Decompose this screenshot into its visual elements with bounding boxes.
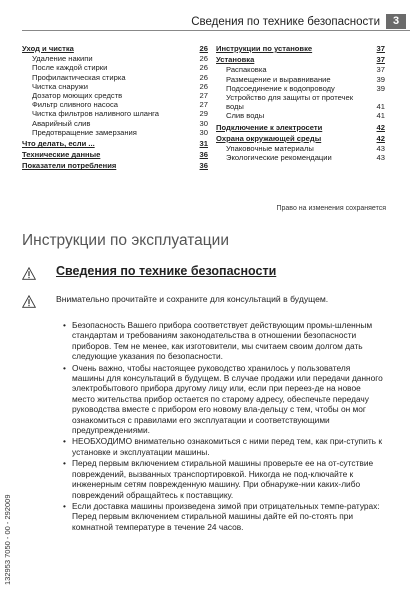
toc-entry-page: 36 xyxy=(199,150,208,160)
toc-entry-label: Технические данные xyxy=(22,150,101,160)
toc-entry-page: 26 xyxy=(199,63,208,73)
toc-entry-page: 26 xyxy=(199,81,208,91)
toc-entry-label: Чистка фильтров наливного шланга xyxy=(32,109,159,119)
toc-entry xyxy=(216,75,385,84)
toc-entry-label: Дозатор моющих средств xyxy=(32,91,123,101)
toc-entry-label: Чистка снаружи xyxy=(32,81,88,91)
document-code: 132953 7050 - 00 - 292009 xyxy=(3,494,12,585)
toc-entry xyxy=(22,54,208,63)
toc-entry-page: 41 xyxy=(376,102,385,112)
toc-entry-page: 26 xyxy=(199,72,208,82)
toc-entry-page: 27 xyxy=(199,100,208,110)
warning-note: Внимательно прочитайте и сохраните для консультаций в будущем. xyxy=(56,294,329,304)
toc-entry xyxy=(22,161,208,170)
toc-entry-page: 37 xyxy=(376,44,385,53)
toc-entry-label: Инструкции по установке xyxy=(216,44,313,53)
toc-right-column xyxy=(216,44,385,162)
toc-entry-page: 42 xyxy=(376,122,385,132)
toc-entry-page: 41 xyxy=(376,111,385,121)
page-number-badge: 3 xyxy=(386,14,406,29)
toc-entry xyxy=(22,119,208,128)
toc-entry-label: Охрана окружающей среды xyxy=(216,133,322,143)
bullet-item: • Очень важно, чтобы настоящее руководство хранилось у пользователя машины для консультаций в будущем. В случае продажи или передачи данного электробытового прибора другому лицу или, если при переез-де на новое место жительства прибор остается по старому адресу, обеспечьте передачу руководства вместе с прибором его новому вла-дельцу с тем, чтобы он мог ознакомиться с правилами его эксплуатации и соответствующими предупреждениями. xyxy=(72,363,384,436)
toc-entry-page: 36 xyxy=(199,161,208,171)
toc-entry xyxy=(22,73,208,82)
toc-entry-page: 42 xyxy=(376,133,385,143)
bullet-item: • Перед первым включением стиральной машины проверьте ее на от-сутствие повреждений, вызванных транспортировкой. Никогда не под-ключайте к инженерным сетям поврежденную машину. При обнаруже-нии каких-либо повреждений обращайтесь к поставщику. xyxy=(72,458,384,500)
toc-entry-label: Что делать, если ... xyxy=(22,139,95,149)
toc-entry xyxy=(216,123,385,132)
toc-entry-page: 39 xyxy=(376,74,385,84)
toc-entry xyxy=(22,63,208,72)
toc-entry-label: После каждой стирки xyxy=(32,63,108,73)
toc-entry xyxy=(22,150,208,159)
toc-entry-page: 43 xyxy=(376,144,385,154)
toc-entry xyxy=(216,55,385,64)
toc-left-column xyxy=(22,44,208,172)
toc-entry-page: 27 xyxy=(199,91,208,101)
toc-entry xyxy=(22,91,208,100)
toc-entry-label: Фильтр сливного насоса xyxy=(32,100,119,110)
toc-entry xyxy=(216,144,385,153)
header-divider xyxy=(22,30,410,31)
toc-entry-label: Устройство для защиты от протечек воды xyxy=(226,93,354,112)
toc-entry-label: Уход и чистка xyxy=(22,44,74,53)
rights-note: Право на изменения сохраняется xyxy=(276,205,386,212)
toc-entry-label: Установка xyxy=(216,55,255,65)
toc-entry-page: 26 xyxy=(199,44,208,53)
toc-entry xyxy=(22,139,208,148)
warning-icon xyxy=(22,295,36,308)
toc-entry-label: Аварийный слив xyxy=(32,118,91,128)
toc-entry-page: 39 xyxy=(376,83,385,93)
toc-entry-page: 43 xyxy=(376,153,385,163)
toc-entry xyxy=(22,82,208,91)
toc-entry-label: Подключение к электросети xyxy=(216,122,323,132)
toc-entry xyxy=(22,44,208,53)
toc-entry-page: 26 xyxy=(199,54,208,64)
toc-entry-page: 31 xyxy=(199,139,208,149)
toc-entry xyxy=(22,100,208,109)
toc-entry-label: Упаковочные материалы xyxy=(226,144,314,154)
toc-entry-label: Распаковка xyxy=(226,65,267,75)
bullet-item: • Безопасность Вашего прибора соответствует действующим промы-шленным стандартам и требованиям законодательства в отношении безопасности приборов. Тем не менее, как изготовители, мы считаем своим долгом дать следующие указания по безопасности. xyxy=(72,320,384,362)
safety-bullet-list xyxy=(72,320,384,533)
toc-entry-page: 37 xyxy=(376,55,385,65)
bullet-item: • Если доставка машины произведена зимой при отрицательных темпе-ратурах: Перед первым включением стиральной машины дайте ей по-стоять при комнатной температуре в течение 24 часов. xyxy=(72,501,384,532)
toc-entry-label: Удаление накипи xyxy=(32,54,93,64)
header-title: Сведения по технике безопасности xyxy=(191,16,380,28)
section-title: Сведения по технике безопасности xyxy=(56,264,277,278)
toc-entry-page: 30 xyxy=(199,127,208,137)
toc-entry-page: 37 xyxy=(376,65,385,75)
toc-entry-label: Подсоединение к водопроводу xyxy=(226,83,335,93)
toc-entry xyxy=(22,128,208,137)
toc-entry xyxy=(216,134,385,143)
bullet-item: • НЕОБХОДИМО внимательно ознакомиться с ними перед тем, как при-ступить к установке и эксплуатации машины. xyxy=(72,436,384,457)
toc-entry-label: Предотвращение замерзания xyxy=(32,127,137,137)
toc-entry xyxy=(216,111,385,120)
main-title: Инструкции по эксплуатации xyxy=(22,232,229,249)
toc-entry-label: Слив воды xyxy=(226,111,265,121)
toc-entry-label: Показатели потребления xyxy=(22,161,117,171)
toc-entry-page: 30 xyxy=(199,118,208,128)
page-header xyxy=(0,13,420,31)
toc-entry-label: Размещение и выравнивание xyxy=(226,74,331,84)
toc-entry-label: Профилактическая стирка xyxy=(32,72,126,82)
toc-entry xyxy=(22,109,208,118)
toc-entry xyxy=(216,153,385,162)
toc-entry xyxy=(216,44,385,53)
toc-entry xyxy=(216,84,385,93)
toc-entry xyxy=(216,93,385,111)
toc-entry-label: Экологические рекомендации xyxy=(226,153,332,163)
warning-icon xyxy=(22,267,36,280)
toc-entry xyxy=(216,65,385,74)
toc-entry-page: 29 xyxy=(199,109,208,119)
